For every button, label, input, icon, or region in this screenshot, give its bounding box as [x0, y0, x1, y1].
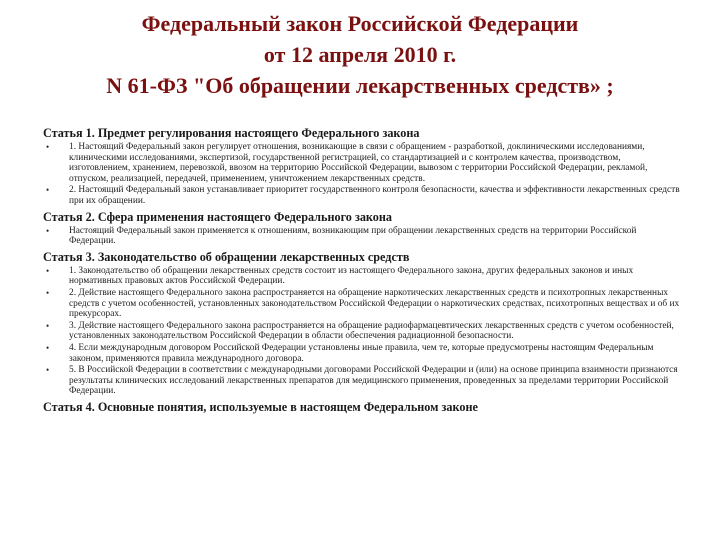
article-3-heading: Статья 3. Законодательство об обращении лекарственных средств	[43, 249, 410, 264]
list-item-text: 2. Настоящий Федеральный закон устанавливает приоритет государственного контроля безопасности, качества и эффективности лекарственных средств при их обращении.	[69, 185, 680, 206]
list-item	[43, 321, 683, 342]
title-line-1: Федеральный закон Российской Федерации	[141, 11, 579, 36]
article-3-items	[43, 266, 683, 397]
document-body	[43, 126, 683, 414]
bullet-icon: •	[46, 185, 50, 196]
list-item-text: 2. Действие настоящего Федерального закона распространяется на обращение наркотических лекарственных средств и психотропных лекарственных средств с учетом особенностей, установленных законодательством Российской Федерации о наркотических средствах, психотропных веществах и об их прекурсорах.	[69, 287, 680, 320]
list-item	[43, 185, 683, 206]
article-4-heading: Статья 4. Основные понятия, используемые в настоящем Федеральном законе	[43, 399, 478, 414]
list-item	[43, 266, 683, 287]
article-1-items	[43, 142, 683, 207]
bullet-icon: •	[46, 287, 50, 298]
title-line-3: N 61-ФЗ "Об обращении лекарственных средств» ;	[106, 73, 614, 98]
list-item-text: 1. Настоящий Федеральный закон регулирует отношения, возникающие в связи с обращением - разработкой, доклиническими исследованиями, клиническими исследованиями, экспертизой, государственной регистрацией, со стандартизацией и с контролем качества, производством, изготовлением, хранением, перевозкой, ввозом на территорию Российской Федерации, вывозом с территории Российской Федерации, рекламой, отпуском, реализацией, передачей, применением, уничтожением лекарственных средств.	[69, 142, 648, 184]
list-item-text: 5. В Российской Федерации в соответствии с международными договорами Российской Федерации и (или) на основе принципа взаимности признаются результаты клинических исследований лекарственных препаратов для медицинского применения, проведенных за пределами территории Российской Федерации.	[69, 365, 678, 397]
list-item-text: Настоящий Федеральный закон применяется к отношениям, возникающим при обращении лекарственных средств на территории Российской Федерации.	[69, 225, 637, 247]
list-item	[43, 288, 683, 320]
article-2-heading: Статья 2. Сфера применения настоящего Федерального закона	[43, 209, 393, 224]
bullet-icon: •	[46, 320, 50, 331]
list-item	[43, 365, 683, 397]
bullet-icon: •	[46, 342, 50, 353]
list-item	[43, 226, 683, 247]
list-item-text: 3. Действие настоящего Федерального закона распространяется на обращение радиофармацевтических лекарственных средств с учетом особенностей, установленных законодательством Российской Федерации в области обеспечения радиационной безопасности.	[69, 320, 674, 342]
title-line-2: от 12 апреля 2010 г.	[263, 42, 457, 67]
document-title	[40, 8, 680, 101]
article-1-heading: Статья 1. Предмет регулирования настоящего Федерального закона	[43, 126, 420, 140]
list-item	[43, 142, 683, 184]
list-item-text: 4. Если международным договором Российской Федерации установлены иные правила, чем те, которые предусмотрены настоящим Федеральным законом, применяются правила международного договора.	[69, 342, 654, 364]
article-2-items	[43, 226, 683, 247]
list-item-text: 1. Законодательство об обращении лекарственных средств состоит из настоящего Федерального закона, других федеральных законов и иных нормативных правовых актов Российской Федерации.	[69, 265, 634, 287]
bullet-icon: •	[46, 265, 50, 276]
bullet-icon: •	[46, 142, 50, 152]
bullet-icon: •	[46, 225, 50, 236]
list-item	[43, 343, 683, 364]
bullet-icon: •	[46, 365, 50, 376]
